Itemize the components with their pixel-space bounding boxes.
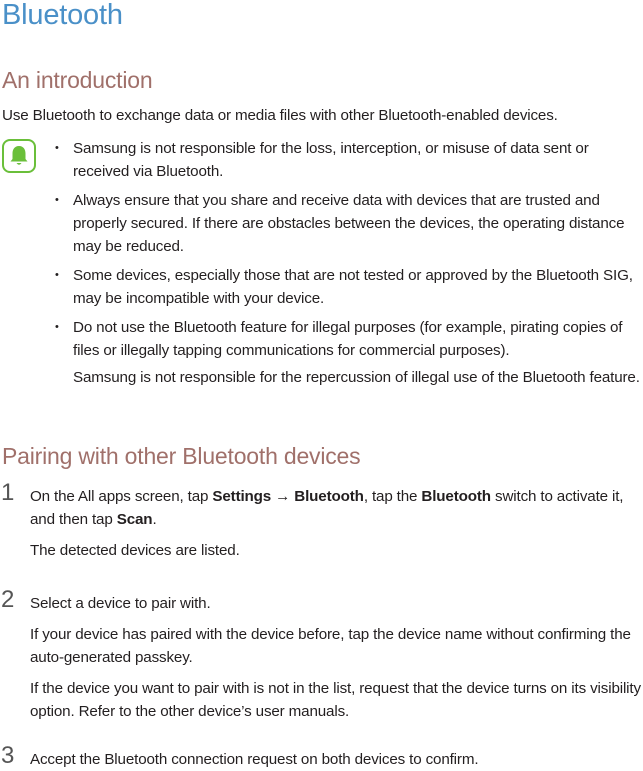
scan-label: Scan (116, 511, 153, 528)
bluetooth-switch-label: Bluetooth (421, 488, 491, 505)
notice-extra-text: Samsung is not responsible for the repercussion of illegal use of the Bluetooth feature. (73, 369, 640, 386)
steps-list (0, 479, 643, 771)
notice-item (55, 316, 641, 389)
notice-item (55, 264, 641, 310)
step-text: Select a device to pair with. (30, 595, 211, 612)
notice-item (55, 137, 641, 183)
notice-text: Some devices, especially those that are not tested or approved by the Bluetooth SIG, may be incompatible with your device. (73, 267, 633, 307)
step-note: If the device you want to pair with is not in the list, request that the device turns on its visibility option. Refer to the other device’s user manuals. (30, 680, 641, 720)
step-2 (0, 586, 643, 748)
notice-item (55, 189, 641, 258)
notice-text: Always ensure that you share and receive data with devices that are trusted and properly secured. If there are obstacles between the devices, the operating distance may be reduced. (73, 192, 625, 255)
settings-label: Settings (212, 488, 272, 505)
caution-bell-icon (2, 139, 36, 173)
intro-paragraph: Use Bluetooth to exchange data or media files with other Bluetooth-enabled devices. (2, 107, 558, 124)
page-title: Bluetooth (2, 0, 123, 31)
step-text: On the All apps screen, tap Settings → Bluetooth, tap the Bluetooth switch to activate it, and then tap Scan. (30, 488, 624, 528)
step-1 (0, 479, 643, 592)
notice-text: Samsung is not responsible for the loss, interception, or misuse of data sent or received via Bluetooth. (73, 140, 589, 180)
step-note: The detected devices are listed. (30, 542, 240, 559)
step-number: 1 (1, 479, 15, 506)
step-text: Accept the Bluetooth connection request on both devices to confirm. (30, 751, 479, 768)
section-heading-introduction: An introduction (2, 67, 153, 93)
bluetooth-label: Bluetooth (294, 488, 364, 505)
step-number: 3 (1, 742, 15, 769)
bell-icon (9, 145, 29, 167)
step-note: If your device has paired with the device before, tap the device name without confirming the auto-generated passkey. (30, 626, 631, 666)
notice-text: Do not use the Bluetooth feature for illegal purposes (for example, pirating copies of files or illegally tapping communications for commercial purposes). (73, 319, 623, 359)
step-3 (0, 742, 643, 771)
notice-list (55, 137, 641, 395)
section-heading-pairing: Pairing with other Bluetooth devices (2, 443, 361, 469)
step-number: 2 (1, 586, 15, 613)
